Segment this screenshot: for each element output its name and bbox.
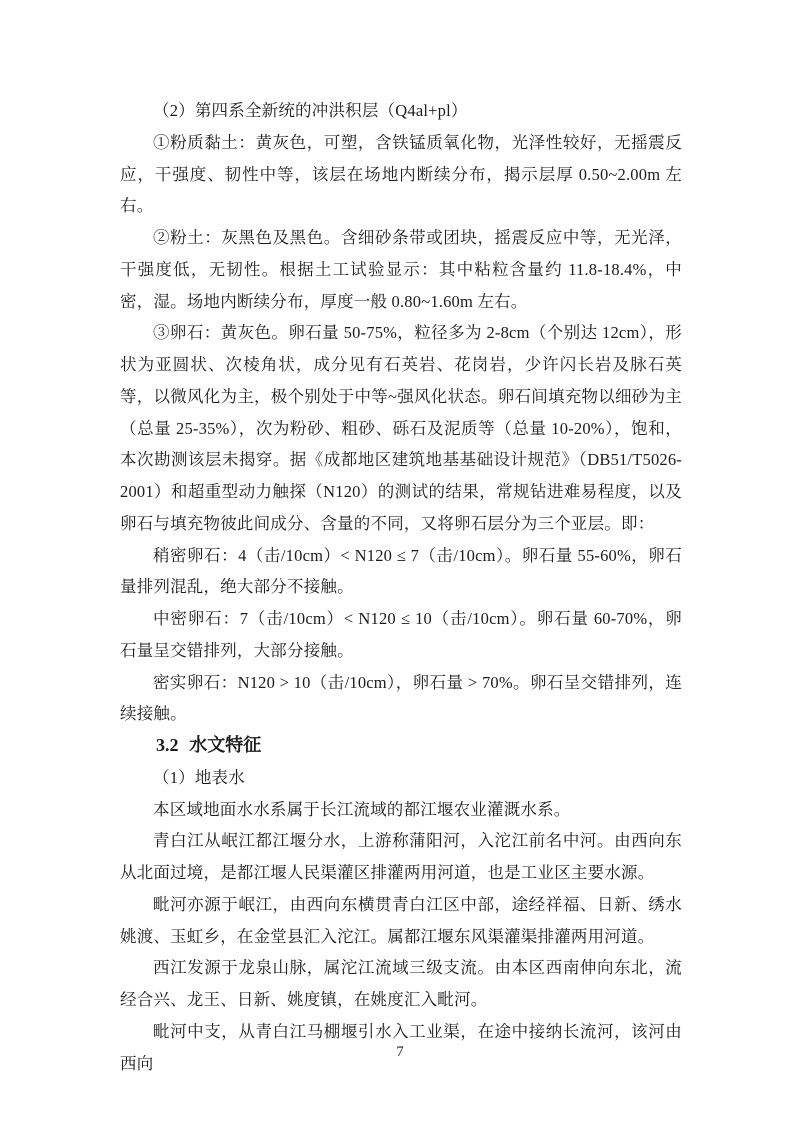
section-heading-hydrology: 3.2 水文特征 <box>156 735 262 755</box>
paragraph-water-system: 本区域地面水水系属于长江流域的都江堰农业灌溉水系。 <box>153 799 571 819</box>
paragraph-pihe-river: 毗河亦源于岷江，由西向东横贯青白江区中部，途经祥福、日新、绣水姚渡、玉虹乡，在金堂县汇入沱江。属都江堰东风渠灌渠排灌两用河道。 <box>120 894 682 946</box>
paragraph-dense-cobble: 密实卵石：N120 > 10（击/10cm），卵石量 > 70%。卵石呈交错排列，连续接触。 <box>120 672 682 724</box>
paragraph-silty-clay: ①粉质黏土：黄灰色，可塑，含铁锰质氧化物，光泽性较好，无摇震反应，干强度、韧性中等，该层在场地内断续分布，揭示层厚 0.50~2.00m 左右。 <box>120 132 682 216</box>
paragraph-medium-dense-cobble: 中密卵石：7（击/10cm）< N120 ≤ 10（击/10cm）。卵石量 60-70%，卵石量呈交错排列，大部分接触。 <box>120 609 682 660</box>
paragraph-qingbaijiang-river: 青白江从岷江都江堰分水，上游称蒲阳河，入沱江前名中河。由西向东从北面过境，是都江堰人民渠灌区排灌两用河道，也是工业区主要水源。 <box>120 831 682 882</box>
paragraph-surface-water-title: （1）地表水 <box>153 767 245 787</box>
paragraph-cobble: ③卵石：黄灰色。卵石量 50-75%，粒径多为 2-8cm（个别达 12cm），形状为亚圆状、次棱角状，成分见有石英岩、花岗岩，少许闪长岩及脉石英等，以微风化为主，极个别处于中等~强风化状态。卵石间填充物以细砂为主（总量 25-35%），次为粉砂、粗砂、砾石及泥质等（总量 10-20%），饱和，本次勘测该层未揭穿。据《成都地区建筑地基基础设计规范》（DB51/T5026-2001）和超重型动力触探（N120）的测试的结果，常规钻进难易程度，以及卵石与填充物彼此间成分、含量的不同，又将卵石层分为三个亚层。即： <box>120 323 682 533</box>
paragraph-silt: ②粉土：灰黑色及黑色。含细砂条带或团块，摇震反应中等，无光泽，干强度低，无韧性。根据土工试验显示：其中粘粒含量约 11.8-18.4%，中密，湿。场地内断续分布，厚度一般 0.80~1.60m 左右。 <box>120 228 682 311</box>
paragraph-pihe-middle-branch: 毗河中支，从青白江马棚堰引水入工业渠，在途中接纳长流河，该河由西向 <box>120 1021 682 1073</box>
paragraph-xijiang-river: 西江发源于龙泉山脉，属沱江流域三级支流。由本区西南伸向东北，流经合兴、龙王、日新、姚度镇，在姚度汇入毗河。 <box>120 958 682 1009</box>
paragraph-q4-layer-title: （2）第四系全新统的冲洪积层（Q4al+pl） <box>153 101 468 120</box>
page-number: 7 <box>396 1044 404 1060</box>
paragraph-slightly-dense-cobble: 稍密卵石：4（击/10cm）< N120 ≤ 7（击/10cm）。卵石量 55-60%，卵石量排列混乱，绝大部分不接触。 <box>120 545 682 597</box>
